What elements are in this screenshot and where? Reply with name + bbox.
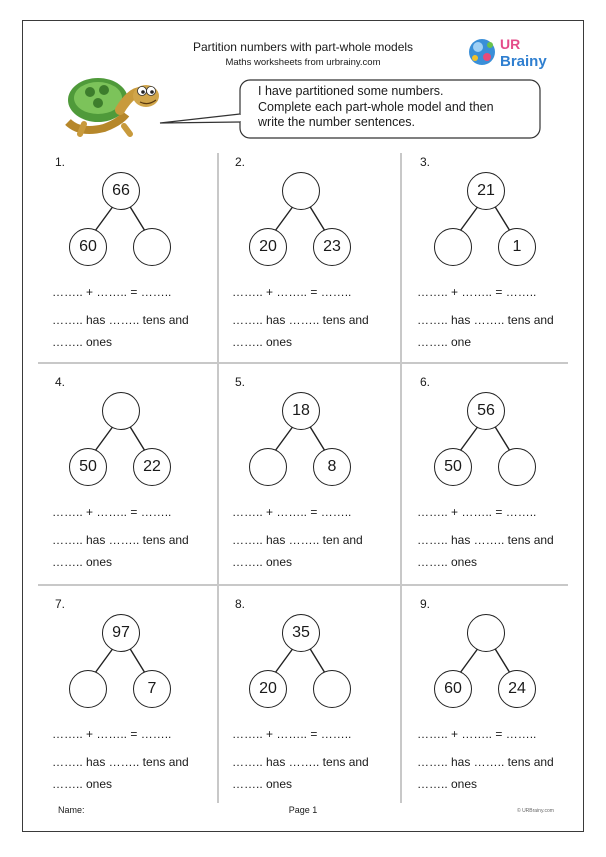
number-sentence[interactable]: …….. + …….. = …….. — [52, 285, 172, 299]
connector-line — [460, 205, 479, 231]
connector-line — [309, 205, 325, 231]
tens-sentence[interactable]: …….. has …….. tens and — [52, 313, 189, 327]
speech-text — [258, 84, 538, 131]
left-part-circle: 20 — [249, 670, 287, 708]
speech-line-1: I have partitioned some numbers. — [258, 84, 444, 98]
tens-sentence[interactable]: …….. has …….. tens and — [52, 755, 189, 769]
question-panel — [232, 375, 405, 585]
logo-text-bottom: Brainy — [500, 53, 547, 70]
whole-circle: 97 — [102, 614, 140, 652]
left-part-circle: 50 — [434, 448, 472, 486]
turtle-mascot-image — [60, 70, 165, 142]
name-label: Name: — [58, 805, 85, 815]
connector-line — [494, 647, 510, 673]
left-part-circle: 20 — [249, 228, 287, 266]
left-part-circle[interactable] — [69, 670, 107, 708]
right-part-circle: 8 — [313, 448, 351, 486]
connector-line — [309, 425, 325, 451]
number-sentence[interactable]: …….. + …….. = …….. — [232, 285, 352, 299]
connector-line — [95, 205, 114, 231]
question-panel — [417, 597, 590, 807]
connector-line — [129, 205, 145, 231]
tens-sentence[interactable]: …….. has …….. tens and — [232, 313, 369, 327]
ones-sentence[interactable]: …….. ones — [232, 555, 293, 569]
ones-sentence[interactable]: …….. ones — [52, 777, 113, 791]
right-part-circle: 7 — [133, 670, 171, 708]
question-number: 1. — [55, 155, 66, 169]
number-sentence[interactable]: …….. + …….. = …….. — [417, 505, 537, 519]
left-part-circle[interactable] — [249, 448, 287, 486]
worksheet-title: Partition numbers with part-whole models — [192, 40, 414, 54]
question-number: 5. — [235, 375, 246, 389]
right-part-circle[interactable] — [498, 448, 536, 486]
question-panel — [52, 597, 225, 807]
logo-text-top: UR — [500, 36, 521, 52]
question-panel — [52, 155, 225, 365]
copyright-text: © URBrainy.com — [517, 808, 554, 814]
question-panel — [52, 375, 225, 585]
ones-sentence[interactable]: …….. one — [417, 335, 472, 349]
speech-line-3: write the number sentences. — [258, 115, 416, 129]
connector-line — [460, 425, 479, 451]
ones-sentence[interactable]: …….. ones — [52, 555, 113, 569]
left-part-circle: 60 — [434, 670, 472, 708]
whole-circle[interactable] — [467, 614, 505, 652]
question-number: 7. — [55, 597, 66, 611]
question-panel — [417, 155, 590, 365]
worksheet-subtitle: Maths worksheets from urbrainy.com — [225, 57, 381, 68]
right-part-circle[interactable] — [313, 670, 351, 708]
question-number: 2. — [235, 155, 246, 169]
page-number: Page 1 — [288, 805, 318, 815]
connector-line — [95, 425, 114, 451]
tens-sentence[interactable]: …….. has …….. tens and — [417, 533, 554, 547]
question-number: 3. — [420, 155, 431, 169]
connector-line — [129, 647, 145, 673]
connector-line — [275, 425, 294, 451]
connector-line — [309, 647, 325, 673]
whole-circle[interactable] — [282, 172, 320, 210]
question-number: 6. — [420, 375, 431, 389]
right-part-circle: 23 — [313, 228, 351, 266]
whole-circle: 66 — [102, 172, 140, 210]
urbrainy-logo — [464, 32, 564, 72]
left-part-circle: 50 — [69, 448, 107, 486]
tens-sentence[interactable]: …….. has …….. tens and — [232, 755, 369, 769]
speech-line-2: Complete each part-whole model and then — [258, 99, 494, 114]
question-panel — [417, 375, 590, 585]
number-sentence[interactable]: …….. + …….. = …….. — [232, 727, 352, 741]
ones-sentence[interactable]: …….. ones — [232, 335, 293, 349]
right-part-circle: 22 — [133, 448, 171, 486]
connector-line — [275, 647, 294, 673]
whole-circle: 21 — [467, 172, 505, 210]
ones-sentence[interactable]: …….. ones — [417, 777, 478, 791]
right-part-circle: 1 — [498, 228, 536, 266]
whole-circle: 18 — [282, 392, 320, 430]
question-number: 9. — [420, 597, 431, 611]
question-panel — [232, 597, 405, 807]
connector-line — [275, 205, 294, 231]
number-sentence[interactable]: …….. + …….. = …….. — [52, 505, 172, 519]
whole-circle[interactable] — [102, 392, 140, 430]
whole-circle: 56 — [467, 392, 505, 430]
left-part-circle: 60 — [69, 228, 107, 266]
ones-sentence[interactable]: …….. ones — [52, 335, 113, 349]
number-sentence[interactable]: …….. + …….. = …….. — [417, 285, 537, 299]
connector-line — [460, 647, 479, 673]
number-sentence[interactable]: …….. + …….. = …….. — [52, 727, 172, 741]
connector-line — [95, 647, 114, 673]
number-sentence[interactable]: …….. + …….. = …….. — [232, 505, 352, 519]
whole-circle: 35 — [282, 614, 320, 652]
question-number: 8. — [235, 597, 246, 611]
right-part-circle[interactable] — [133, 228, 171, 266]
question-number: 4. — [55, 375, 66, 389]
left-part-circle[interactable] — [434, 228, 472, 266]
right-part-circle: 24 — [498, 670, 536, 708]
tens-sentence[interactable]: …….. has …….. ten and — [232, 533, 363, 547]
ones-sentence[interactable]: …….. ones — [232, 777, 293, 791]
connector-line — [494, 425, 510, 451]
ones-sentence[interactable]: …….. ones — [417, 555, 478, 569]
question-panel — [232, 155, 405, 365]
tens-sentence[interactable]: …….. has …….. tens and — [417, 313, 554, 327]
tens-sentence[interactable]: …….. has …….. tens and — [417, 755, 554, 769]
number-sentence[interactable]: …….. + …….. = …….. — [417, 727, 537, 741]
tens-sentence[interactable]: …….. has …….. tens and — [52, 533, 189, 547]
connector-line — [129, 425, 145, 451]
connector-line — [494, 205, 510, 231]
